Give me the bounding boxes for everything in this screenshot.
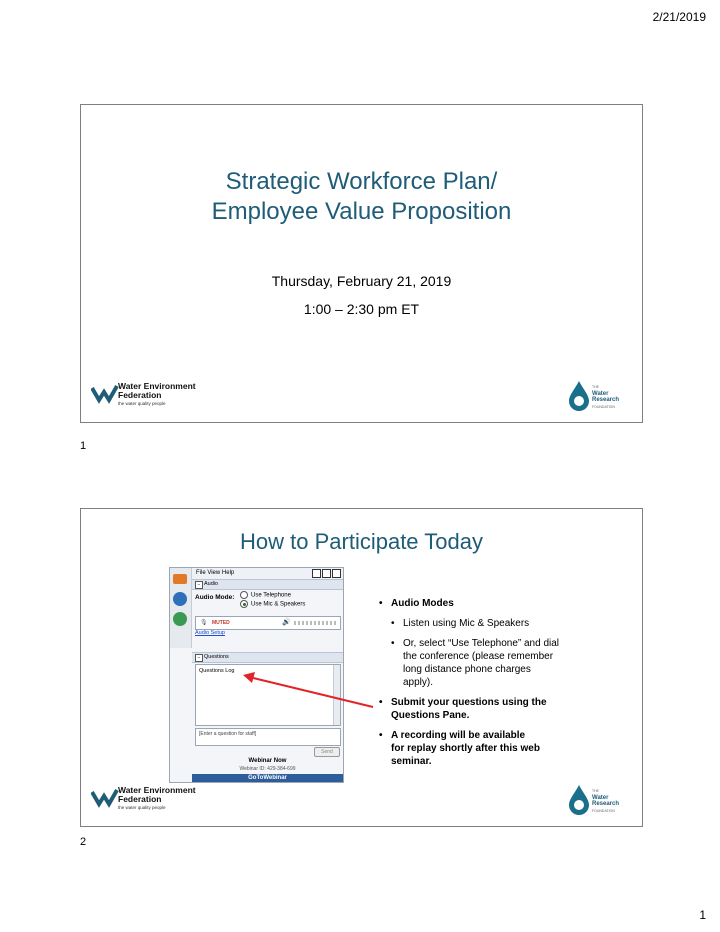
wrf-line2: Research xyxy=(592,801,620,807)
slide-1 xyxy=(80,104,643,423)
wef-wave-icon xyxy=(91,384,119,406)
wef-name-line2: Federation xyxy=(118,794,162,804)
muted-label: MUTED xyxy=(212,620,230,626)
slide-2-number: 2 xyxy=(80,836,87,848)
audio-setup-link[interactable]: Audio Setup xyxy=(195,630,225,636)
wef-name-line1: Water Environment xyxy=(118,785,196,795)
questions-section-title: Questions xyxy=(204,654,229,660)
wef-wave-icon xyxy=(91,788,119,810)
question-placeholder: [Enter a question for staff] xyxy=(199,731,257,737)
header-date: 2/21/2019 xyxy=(652,10,706,24)
wef-tagline: the water quality people xyxy=(118,401,166,406)
wrf-the: THE xyxy=(592,789,599,793)
bullet-audio-modes: • Audio Modes xyxy=(377,597,577,610)
slide-2-title: How to Participate Today xyxy=(240,529,483,554)
webinar-now-label: Webinar Now xyxy=(248,758,287,764)
wef-logo xyxy=(91,785,196,814)
bullet-telephone: • Or, select “Use Telephone” and dial the conference (please remember long distance phone charges apply). xyxy=(389,637,563,689)
panel-menu[interactable]: File View Help xyxy=(196,570,235,576)
bullet-questions: • Submit your questions using the Questions Pane. xyxy=(377,696,569,722)
speaker-icon[interactable]: 🔊 xyxy=(282,619,291,626)
collapse-icon[interactable]: − xyxy=(195,581,203,589)
event-date: Thursday, February 21, 2019 xyxy=(271,273,452,289)
collapse-icon[interactable]: − xyxy=(195,654,203,662)
wrf-logo xyxy=(568,784,628,818)
wrf-drop-icon xyxy=(568,380,590,412)
wrf-line3: FOUNDATION xyxy=(592,404,615,409)
event-time: 1:00 – 2:30 pm ET xyxy=(303,301,420,317)
wef-tagline: the water quality people xyxy=(118,805,166,810)
slide-1-number: 1 xyxy=(80,440,87,452)
mic-option-label: Use Mic & Speakers xyxy=(251,601,306,608)
bullet-listen: • Listen using Mic & Speakers xyxy=(389,617,577,630)
wef-logo xyxy=(91,381,196,410)
webinar-id: Webinar ID: 429-384-699 xyxy=(239,766,296,772)
wrf-line1: Water xyxy=(592,390,609,397)
wef-name-line1: Water Environment xyxy=(118,381,196,391)
title-line-1: Strategic Workforce Plan/ xyxy=(225,168,498,195)
wrf-logo xyxy=(568,380,628,414)
send-button[interactable]: Send xyxy=(314,747,340,757)
wrf-line1: Water xyxy=(592,794,609,801)
wef-name-line2: Federation xyxy=(118,390,162,400)
slide-2 xyxy=(80,508,643,827)
instructions-list xyxy=(377,597,577,775)
slide-1-title xyxy=(81,167,642,227)
wrf-the: THE xyxy=(592,385,599,389)
wrf-drop-icon xyxy=(568,784,590,816)
wrf-line2: Research xyxy=(592,397,620,403)
audio-mode-label: Audio Mode: xyxy=(195,594,235,601)
bullet-recording: • A recording will be available for replay shortly after this web seminar. xyxy=(377,729,541,768)
questions-log-label: Questions Log xyxy=(199,668,235,674)
audio-section-title: Audio xyxy=(204,581,219,587)
mic-icon[interactable]: 🎙 xyxy=(200,620,208,626)
page-number: 1 xyxy=(699,908,706,922)
gotowebinar-brand: GoToWebinar xyxy=(192,774,343,782)
telephone-option-label: Use Telephone xyxy=(251,592,291,599)
title-line-2: Employee Value Proposition xyxy=(211,198,512,225)
wrf-line3: FOUNDATION xyxy=(592,808,615,813)
